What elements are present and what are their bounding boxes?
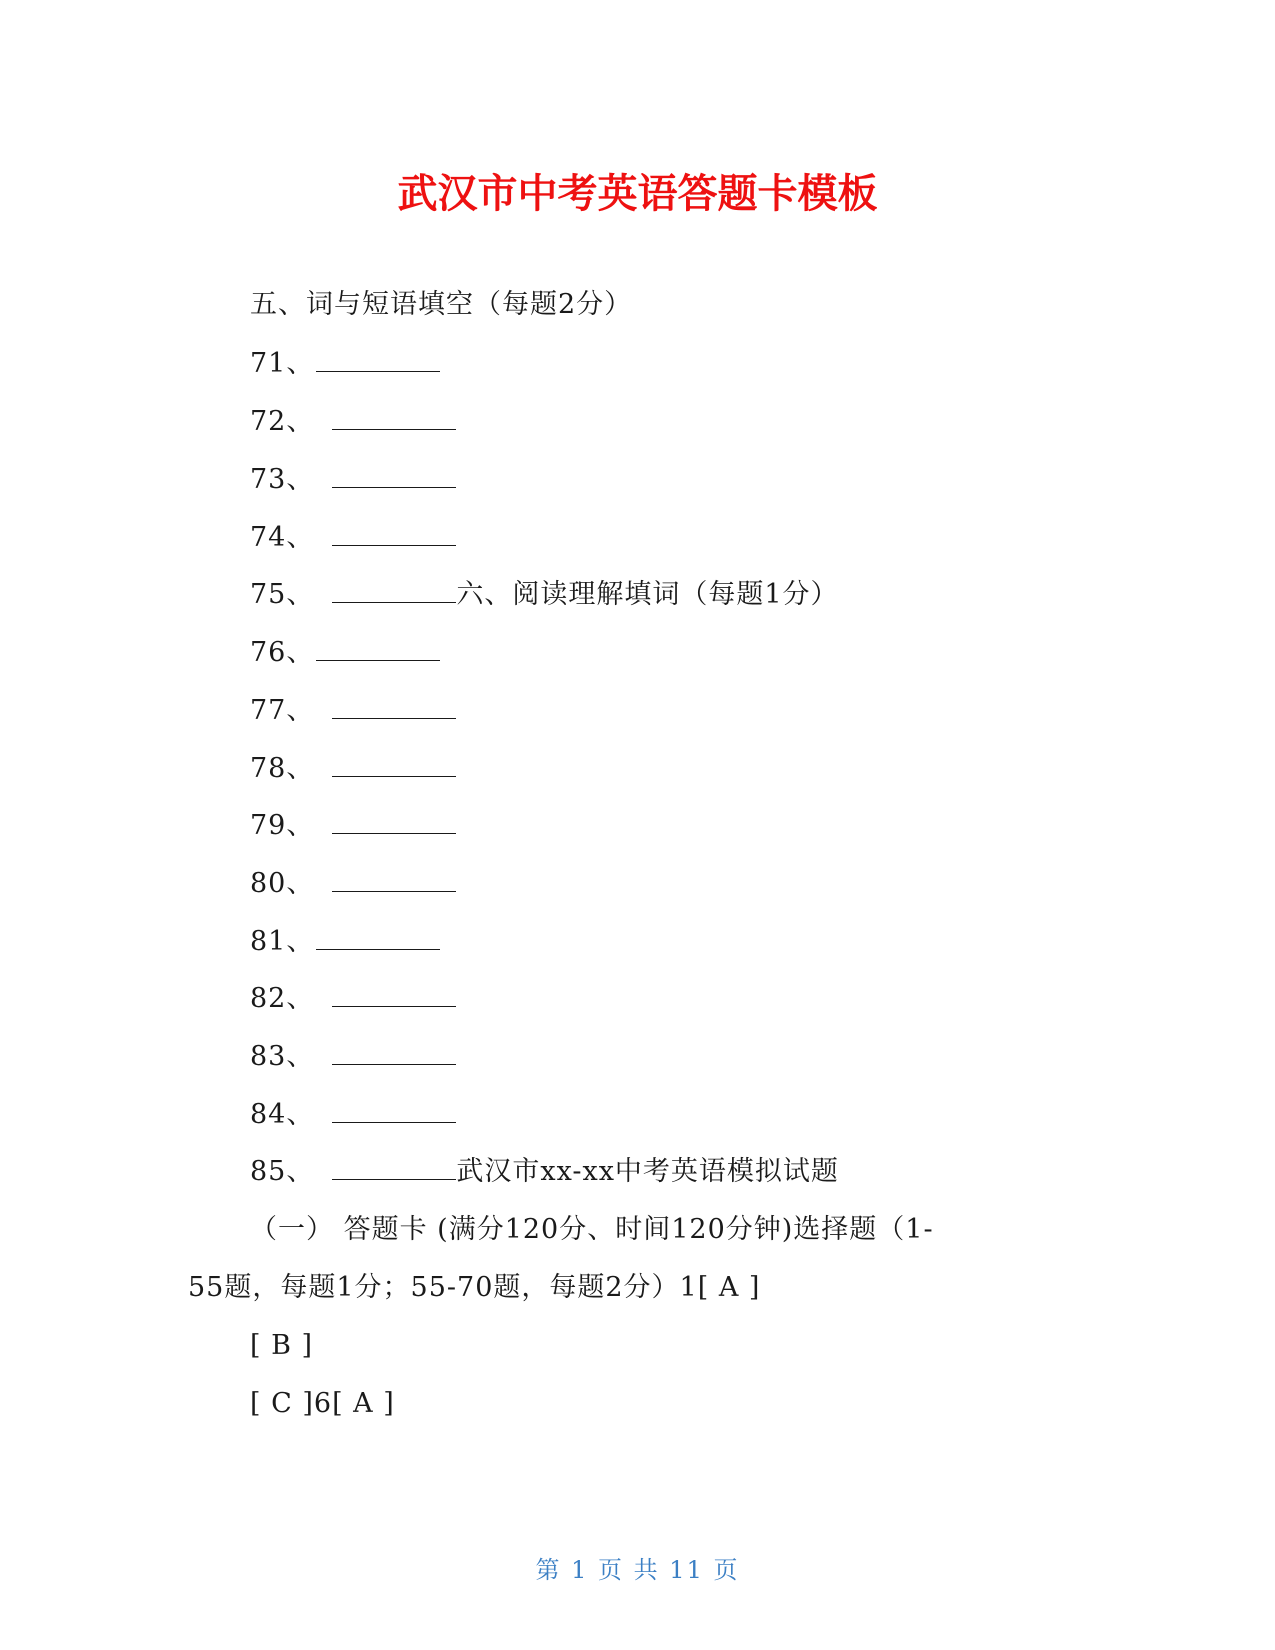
- answer-blank[interactable]: [332, 1044, 456, 1065]
- answer-item-82: [250, 981, 456, 1017]
- section-heading: 五、词与短语填空（每题2分）: [250, 289, 633, 320]
- answer-blank[interactable]: [332, 698, 456, 719]
- section-heading-6: 六、阅读理解填词（每题1分）: [456, 579, 839, 610]
- mock-exam-title: 武汉市xx-xx中考英语模拟试题: [456, 1156, 839, 1187]
- answer-item-73: [250, 462, 456, 498]
- page-footer: 第 1 页 共 11 页: [535, 1556, 740, 1584]
- item-number: 77、: [250, 695, 315, 726]
- answer-item-74: [250, 520, 456, 556]
- answer-item-79: [250, 808, 456, 844]
- answer-blank[interactable]: [332, 1159, 456, 1180]
- answer-blank[interactable]: [332, 467, 456, 488]
- answer-blank[interactable]: [332, 756, 456, 777]
- answer-item-75: [250, 577, 839, 613]
- answer-item-80: [250, 866, 456, 902]
- answer-blank[interactable]: [332, 582, 456, 603]
- item-number: 79、: [250, 810, 315, 841]
- item-number: 78、: [250, 753, 315, 784]
- answer-item-81: [250, 924, 440, 960]
- option-b: [ B ]: [250, 1330, 314, 1361]
- answer-item-77: [250, 693, 456, 729]
- answer-item-72: [250, 404, 456, 440]
- answer-blank[interactable]: [316, 640, 440, 661]
- answer-item-83: [250, 1039, 456, 1075]
- item-number: 83、: [250, 1041, 315, 1072]
- answer-blank[interactable]: [316, 351, 440, 372]
- answer-item-71: [250, 346, 440, 382]
- item-number: 71、: [250, 348, 315, 379]
- answer-item-84: [250, 1097, 456, 1133]
- answer-blank[interactable]: [332, 871, 456, 892]
- item-number: 72、: [250, 406, 315, 437]
- answer-blank[interactable]: [332, 1102, 456, 1123]
- answer-blank[interactable]: [332, 525, 456, 546]
- answer-blank[interactable]: [332, 986, 456, 1007]
- item-number: 84、: [250, 1099, 315, 1130]
- item-number: 85、: [250, 1156, 315, 1187]
- item-number: 73、: [250, 464, 315, 495]
- answer-blank[interactable]: [332, 409, 456, 430]
- item-number: 74、: [250, 522, 315, 553]
- option-c: [ C ]6[ A ]: [250, 1388, 395, 1419]
- item-number: 81、: [250, 926, 315, 957]
- item-number: 75、: [250, 579, 315, 610]
- answer-blank[interactable]: [316, 929, 440, 950]
- answer-blank[interactable]: [332, 813, 456, 834]
- answer-item-76: [250, 635, 440, 671]
- answer-item-85: [250, 1154, 839, 1190]
- document-title: 武汉市中考英语答题卡模板: [397, 171, 878, 217]
- item-number: 82、: [250, 983, 315, 1014]
- item-number: 80、: [250, 868, 315, 899]
- answer-card-line-1: （一） 答题卡 (满分120分、时间120分钟)选择题（1-: [250, 1214, 934, 1245]
- answer-card-line-2: 55题，每题1分；55-70题，每题2分）1[ A ]: [188, 1272, 761, 1303]
- item-number: 76、: [250, 637, 315, 668]
- answer-item-78: [250, 751, 456, 787]
